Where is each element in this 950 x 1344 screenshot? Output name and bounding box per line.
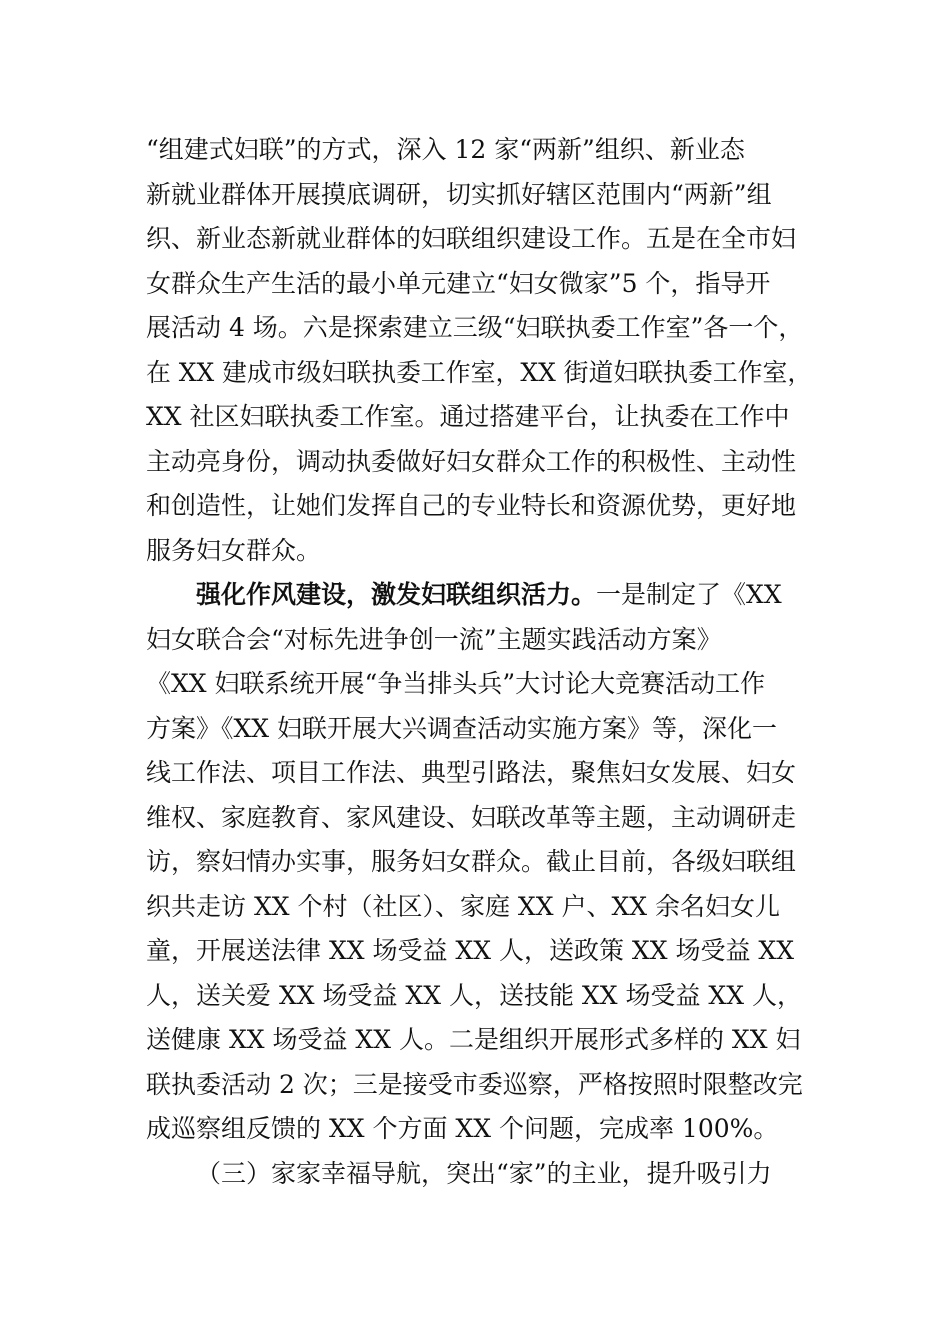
text-line: 童，开展送法律 XX 场受益 XX 人，送政策 XX 场受益 XX	[146, 936, 795, 965]
text-line: “组建式妇联”的方式，深入 12 家“两新”组织、新业态	[146, 135, 745, 164]
text-line: 女群众生产生活的最小单元建立“妇女微家”5 个，指导开	[146, 268, 771, 298]
text-line: 《XX 妇联系统开展“争当排头兵”大讨论大竞赛活动工作	[146, 669, 766, 698]
body-text	[146, 128, 816, 1196]
text-line: 在 XX 建成市级妇联执委工作室，XX 街道妇联执委工作室，	[146, 357, 813, 387]
text-line: 主动亮身份，调动执委做好妇女群众工作的积极性、主动性	[146, 446, 797, 476]
text-line: 维权、家庭教育、家风建设、妇联改革等主题，主动调研走	[146, 802, 797, 832]
text-line: 访，察妇情办实事，服务妇女群众。截止目前，各级妇联组	[146, 847, 797, 876]
section-heading: （三）家家幸福导航，突出“家”的主业，提升吸引力	[196, 1158, 772, 1188]
text-line: 新就业群体开展摸底调研，切实抓好辖区范围内“两新”组	[146, 179, 772, 209]
text-line: 织、新业态新就业群体的妇联组织建设工作。五是在全市妇	[146, 224, 797, 253]
text-line: 线工作法、项目工作法、典型引路法，聚焦妇女发展、妇女	[146, 758, 797, 787]
text-line: 展活动 4 场。六是探索建立三级“妇联执委工作室”各一个，	[146, 313, 804, 342]
text-line: XX 社区妇联执委工作室。通过搭建平台，让执委在工作中	[146, 402, 790, 431]
text-line: 送健康 XX 场受益 XX 人。二是组织开展形式多样的 XX 妇	[146, 1025, 801, 1054]
paragraph-text: 一是制定了《XX	[596, 580, 782, 609]
text-line: 服务妇女群众。	[146, 535, 322, 565]
text-line: 方案》《XX 妇联开展大兴调查活动实施方案》等，深化一	[146, 713, 778, 743]
paragraph-first-line	[146, 573, 816, 618]
text-line: 成巡察组反馈的 XX 个方面 XX 个问题，完成率 100%。	[146, 1114, 779, 1143]
text-line: 和创造性，让她们发挥自己的专业特长和资源优势，更好地	[146, 491, 797, 520]
text-line: 联执委活动 2 次；三是接受市委巡察，严格按照时限整改完	[146, 1069, 803, 1099]
text-line: 妇女联合会“对标先进争创一流”主题实践活动方案》	[146, 624, 722, 654]
text-line: 织共走访 XX 个村（社区）、家庭 XX 户、XX 余名妇女儿	[146, 891, 781, 921]
paragraph-heading: 强化作风建设，激发妇联组织活力。	[196, 580, 597, 609]
text-line: 人，送关爱 XX 场受益 XX 人，送技能 XX 场受益 XX 人，	[146, 980, 802, 1010]
